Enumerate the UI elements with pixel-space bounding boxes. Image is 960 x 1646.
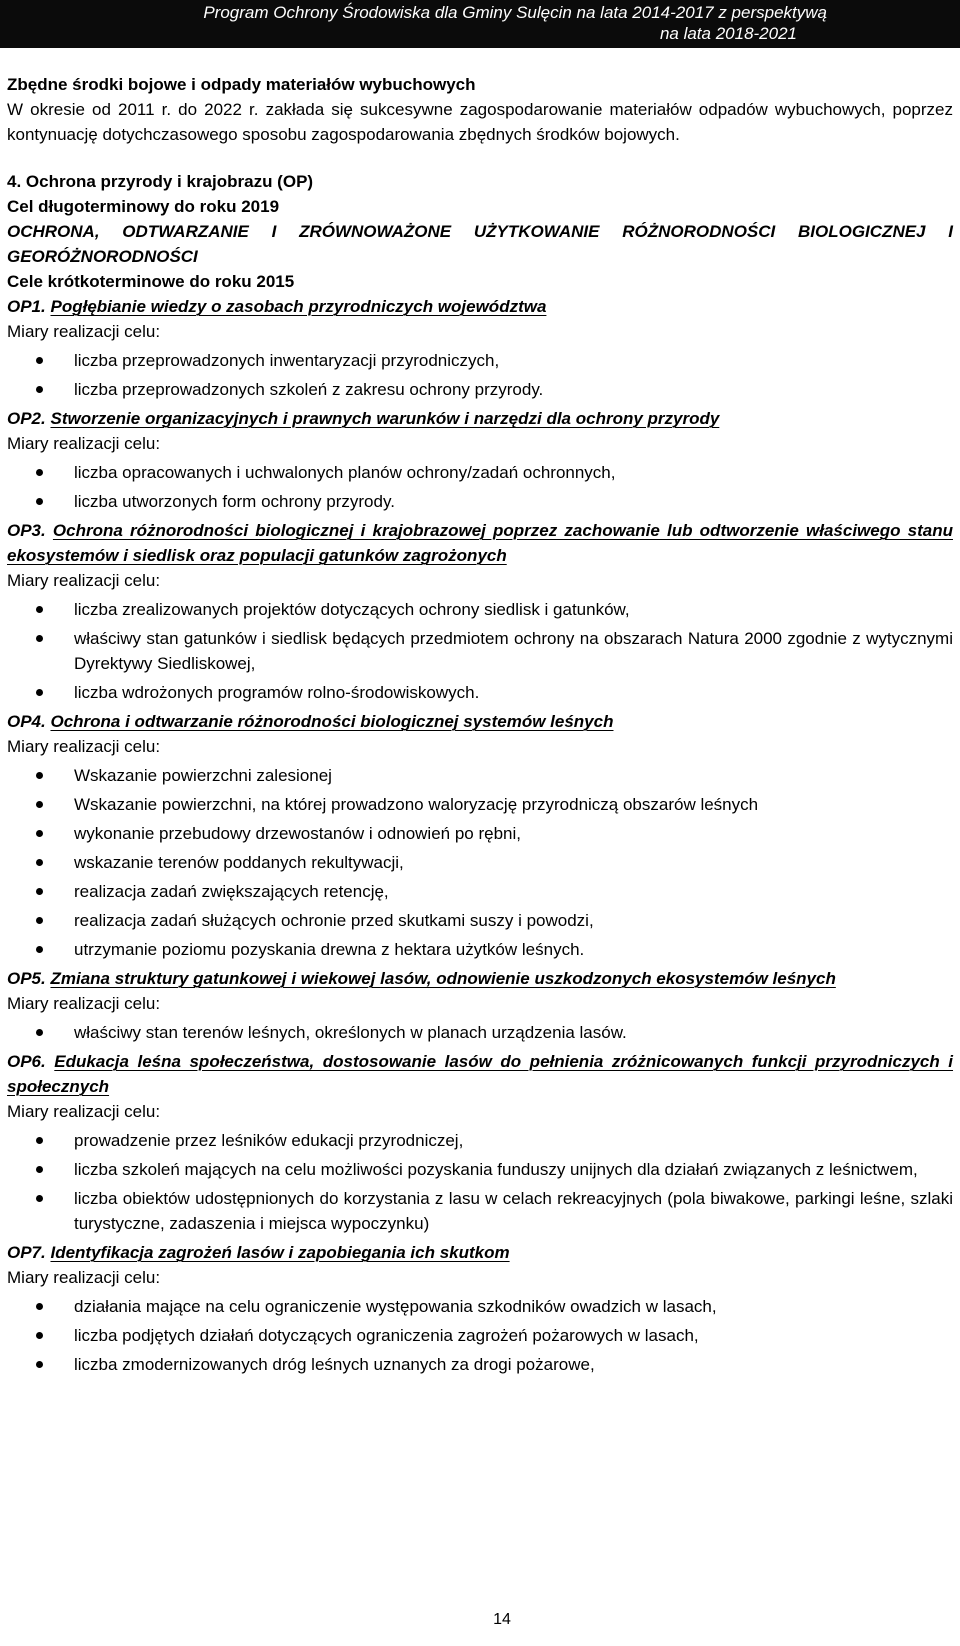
measures-list — [7, 1020, 953, 1045]
list-item-text: liczba obiektów udostępnionych do korzystania z lasu w celach rekreacyjnych (pola biwakowe, parkingi leśne, szlaki turystyczne, zadaszenia i miejsca wypoczynku) — [74, 1189, 953, 1233]
goal-title — [7, 966, 953, 991]
goal-block — [7, 1049, 953, 1236]
short-term-label: Cele krótkoterminowe do roku 2015 — [7, 272, 295, 291]
bullet-icon — [36, 386, 43, 393]
header-line-1: Program Ochrony Środowiska dla Gminy Sulęcin na lata 2014-2017 z perspektywą — [203, 3, 827, 22]
bullet-icon — [36, 1029, 43, 1036]
bullet-icon — [36, 830, 43, 837]
bullet-icon — [36, 917, 43, 924]
list-item — [7, 377, 953, 402]
list-item — [7, 850, 953, 875]
measures-label: Miary realizacji celu: — [7, 571, 161, 590]
measures-label: Miary realizacji celu: — [7, 434, 161, 453]
page-header — [0, 0, 960, 48]
list-item — [7, 908, 953, 933]
list-item — [7, 348, 953, 373]
list-item-text: właściwy stan terenów leśnych, określonych w planach urządzenia lasów. — [74, 1023, 627, 1042]
goal-title — [7, 1049, 953, 1099]
list-item — [7, 1323, 953, 1348]
goal-code: OP6. — [7, 1052, 46, 1071]
goal-code: OP5. — [7, 969, 46, 988]
list-item-text: realizacja zadań zwiększających retencję, — [74, 882, 389, 901]
goal-code: OP1. — [7, 297, 46, 316]
measures-list — [7, 460, 953, 514]
header-line-2: na lata 2018-2021 — [659, 24, 797, 43]
bullet-icon — [36, 1332, 43, 1339]
list-item-text: prowadzenie przez leśników edukacji przyrodniczej, — [74, 1131, 464, 1150]
bullet-icon — [36, 772, 43, 779]
goal-title-text: Pogłębianie wiedzy o zasobach przyrodniczych województwa — [50, 297, 547, 316]
goal-block — [7, 709, 953, 962]
goals-list — [7, 294, 953, 1377]
long-term-goal: OCHRONA, ODTWARZANIE I ZRÓWNOWAŻONE UŻYTKOWANIE RÓŻNORODNOŚCI BIOLOGICZNEJ I GEORÓŻNORODNOŚCI — [7, 222, 953, 266]
bullet-icon — [36, 1166, 43, 1173]
measures-list — [7, 348, 953, 402]
list-item — [7, 821, 953, 846]
list-item-text: utrzymanie poziomu pozyskania drewna z hektara użytków leśnych. — [74, 940, 585, 959]
goal-title-text: Identyfikacja zagrożeń lasów i zapobiegania ich skutkom — [50, 1243, 510, 1262]
bullet-icon — [36, 469, 43, 476]
bullet-icon — [36, 635, 43, 642]
bullet-icon — [36, 1137, 43, 1144]
goal-title — [7, 709, 953, 734]
list-item-text: działania mające na celu ograniczenie występowania szkodników owadzich w lasach, — [74, 1297, 717, 1316]
measures-label: Miary realizacji celu: — [7, 737, 161, 756]
intro-heading: Zbędne środki bojowe i odpady materiałów wybuchowych — [7, 75, 476, 94]
goal-block — [7, 1240, 953, 1377]
list-item-text: liczba przeprowadzonych inwentaryzacji przyrodniczych, — [74, 351, 500, 370]
intro-paragraph: W okresie od 2011 r. do 2022 r. zakłada się sukcesywne zagospodarowanie materiałów odpadów wybuchowych, poprzez kontynuację dotychczasowego sposobu zagospodarowania zbędnych środków bojowych. — [7, 100, 953, 144]
goal-title — [7, 406, 953, 431]
bullet-icon — [36, 946, 43, 953]
bullet-icon — [36, 1303, 43, 1310]
list-item — [7, 1020, 953, 1045]
list-item — [7, 460, 953, 485]
bullet-icon — [36, 357, 43, 364]
goal-title-text: Ochrona różnorodności biologicznej i krajobrazowej poprzez zachowanie lub odtworzenie właściwego stanu ekosystemów i siedlisk oraz populacji gatunków zagrożonych — [7, 521, 953, 565]
goal-title-text: Ochrona i odtwarzanie różnorodności biologicznej systemów leśnych — [50, 712, 614, 731]
goal-code: OP4. — [7, 712, 46, 731]
measures-list — [7, 597, 953, 705]
list-item — [7, 763, 953, 788]
bullet-icon — [36, 888, 43, 895]
list-item — [7, 1157, 953, 1182]
list-item-text: liczba zrealizowanych projektów dotyczących ochrony siedlisk i gatunków, — [74, 600, 630, 619]
measures-list — [7, 1128, 953, 1236]
list-item-text: liczba zmodernizowanych dróg leśnych uznanych za drogi pożarowe, — [74, 1355, 595, 1374]
bullet-icon — [36, 498, 43, 505]
goal-title-text: Stworzenie organizacyjnych i prawnych warunków i narzędzi dla ochrony przyrody — [50, 409, 720, 428]
list-item-text: liczba utworzonych form ochrony przyrody. — [74, 492, 395, 511]
list-item — [7, 680, 953, 705]
list-item — [7, 597, 953, 622]
goal-block — [7, 406, 953, 514]
list-item-text: liczba wdrożonych programów rolno-środowiskowych. — [74, 683, 480, 702]
list-item-text: właściwy stan gatunków i siedlisk będących przedmiotem ochrony na obszarach Natura 2000 zgodnie z wytycznymi Dyrektywy Siedliskowej, — [74, 629, 953, 673]
long-term-label: Cel długoterminowy do roku 2019 — [7, 197, 280, 216]
goal-title — [7, 518, 953, 568]
list-item — [7, 1128, 953, 1153]
goal-title — [7, 294, 953, 319]
page-number: 14 — [493, 1611, 511, 1628]
list-item-text: liczba podjętych działań dotyczących ograniczenia zagrożeń pożarowych w lasach, — [74, 1326, 699, 1345]
bullet-icon — [36, 859, 43, 866]
list-item — [7, 1186, 953, 1236]
measures-label: Miary realizacji celu: — [7, 1102, 161, 1121]
goal-title-text: Edukacja leśna społeczeństwa, dostosowanie lasów do pełnienia zróżnicowanych funkcji przyrodniczych i społecznych — [7, 1052, 954, 1096]
list-item-text: Wskazanie powierzchni zalesionej — [74, 766, 332, 785]
measures-label: Miary realizacji celu: — [7, 994, 161, 1013]
bullet-icon — [36, 689, 43, 696]
list-item-text: realizacja zadań służących ochronie przed skutkami suszy i powodzi, — [74, 911, 594, 930]
list-item — [7, 1352, 953, 1377]
list-item — [7, 489, 953, 514]
list-item-text: liczba opracowanych i uchwalonych planów ochrony/zadań ochronnych, — [74, 463, 616, 482]
list-item-text: liczba przeprowadzonych szkoleń z zakresu ochrony przyrody. — [74, 380, 544, 399]
bullet-icon — [36, 1361, 43, 1368]
goal-block — [7, 294, 953, 402]
measures-list — [7, 1294, 953, 1377]
measures-list — [7, 763, 953, 962]
goal-code: OP3. — [7, 521, 46, 540]
list-item-text: wskazanie terenów poddanych rekultywacji, — [74, 853, 404, 872]
list-item — [7, 937, 953, 962]
bullet-icon — [36, 1195, 43, 1202]
list-item-text: Wskazanie powierzchni, na której prowadzono waloryzację przyrodniczą obszarów leśnych — [74, 795, 759, 814]
goal-title — [7, 1240, 953, 1265]
list-item-text: wykonanie przebudowy drzewostanów i odnowień po rębni, — [74, 824, 521, 843]
goal-title-text: Zmiana struktury gatunkowej i wiekowej lasów, odnowienie uszkodzonych ekosystemów leśnych — [50, 969, 836, 988]
goal-block — [7, 966, 953, 1045]
bullet-icon — [36, 801, 43, 808]
list-item — [7, 879, 953, 904]
list-item — [7, 626, 953, 676]
list-item — [7, 792, 953, 817]
bullet-icon — [36, 606, 43, 613]
goal-block — [7, 518, 953, 705]
list-item — [7, 1294, 953, 1319]
section-title: 4. Ochrona przyrody i krajobrazu (OP) — [7, 172, 314, 191]
measures-label: Miary realizacji celu: — [7, 322, 161, 341]
goal-code: OP7. — [7, 1243, 46, 1262]
list-item-text: liczba szkoleń mających na celu możliwości pozyskania funduszy unijnych dla działań związanych z leśnictwem, — [74, 1160, 918, 1179]
measures-label: Miary realizacji celu: — [7, 1268, 161, 1287]
document-body — [7, 72, 953, 1381]
goal-code: OP2. — [7, 409, 46, 428]
